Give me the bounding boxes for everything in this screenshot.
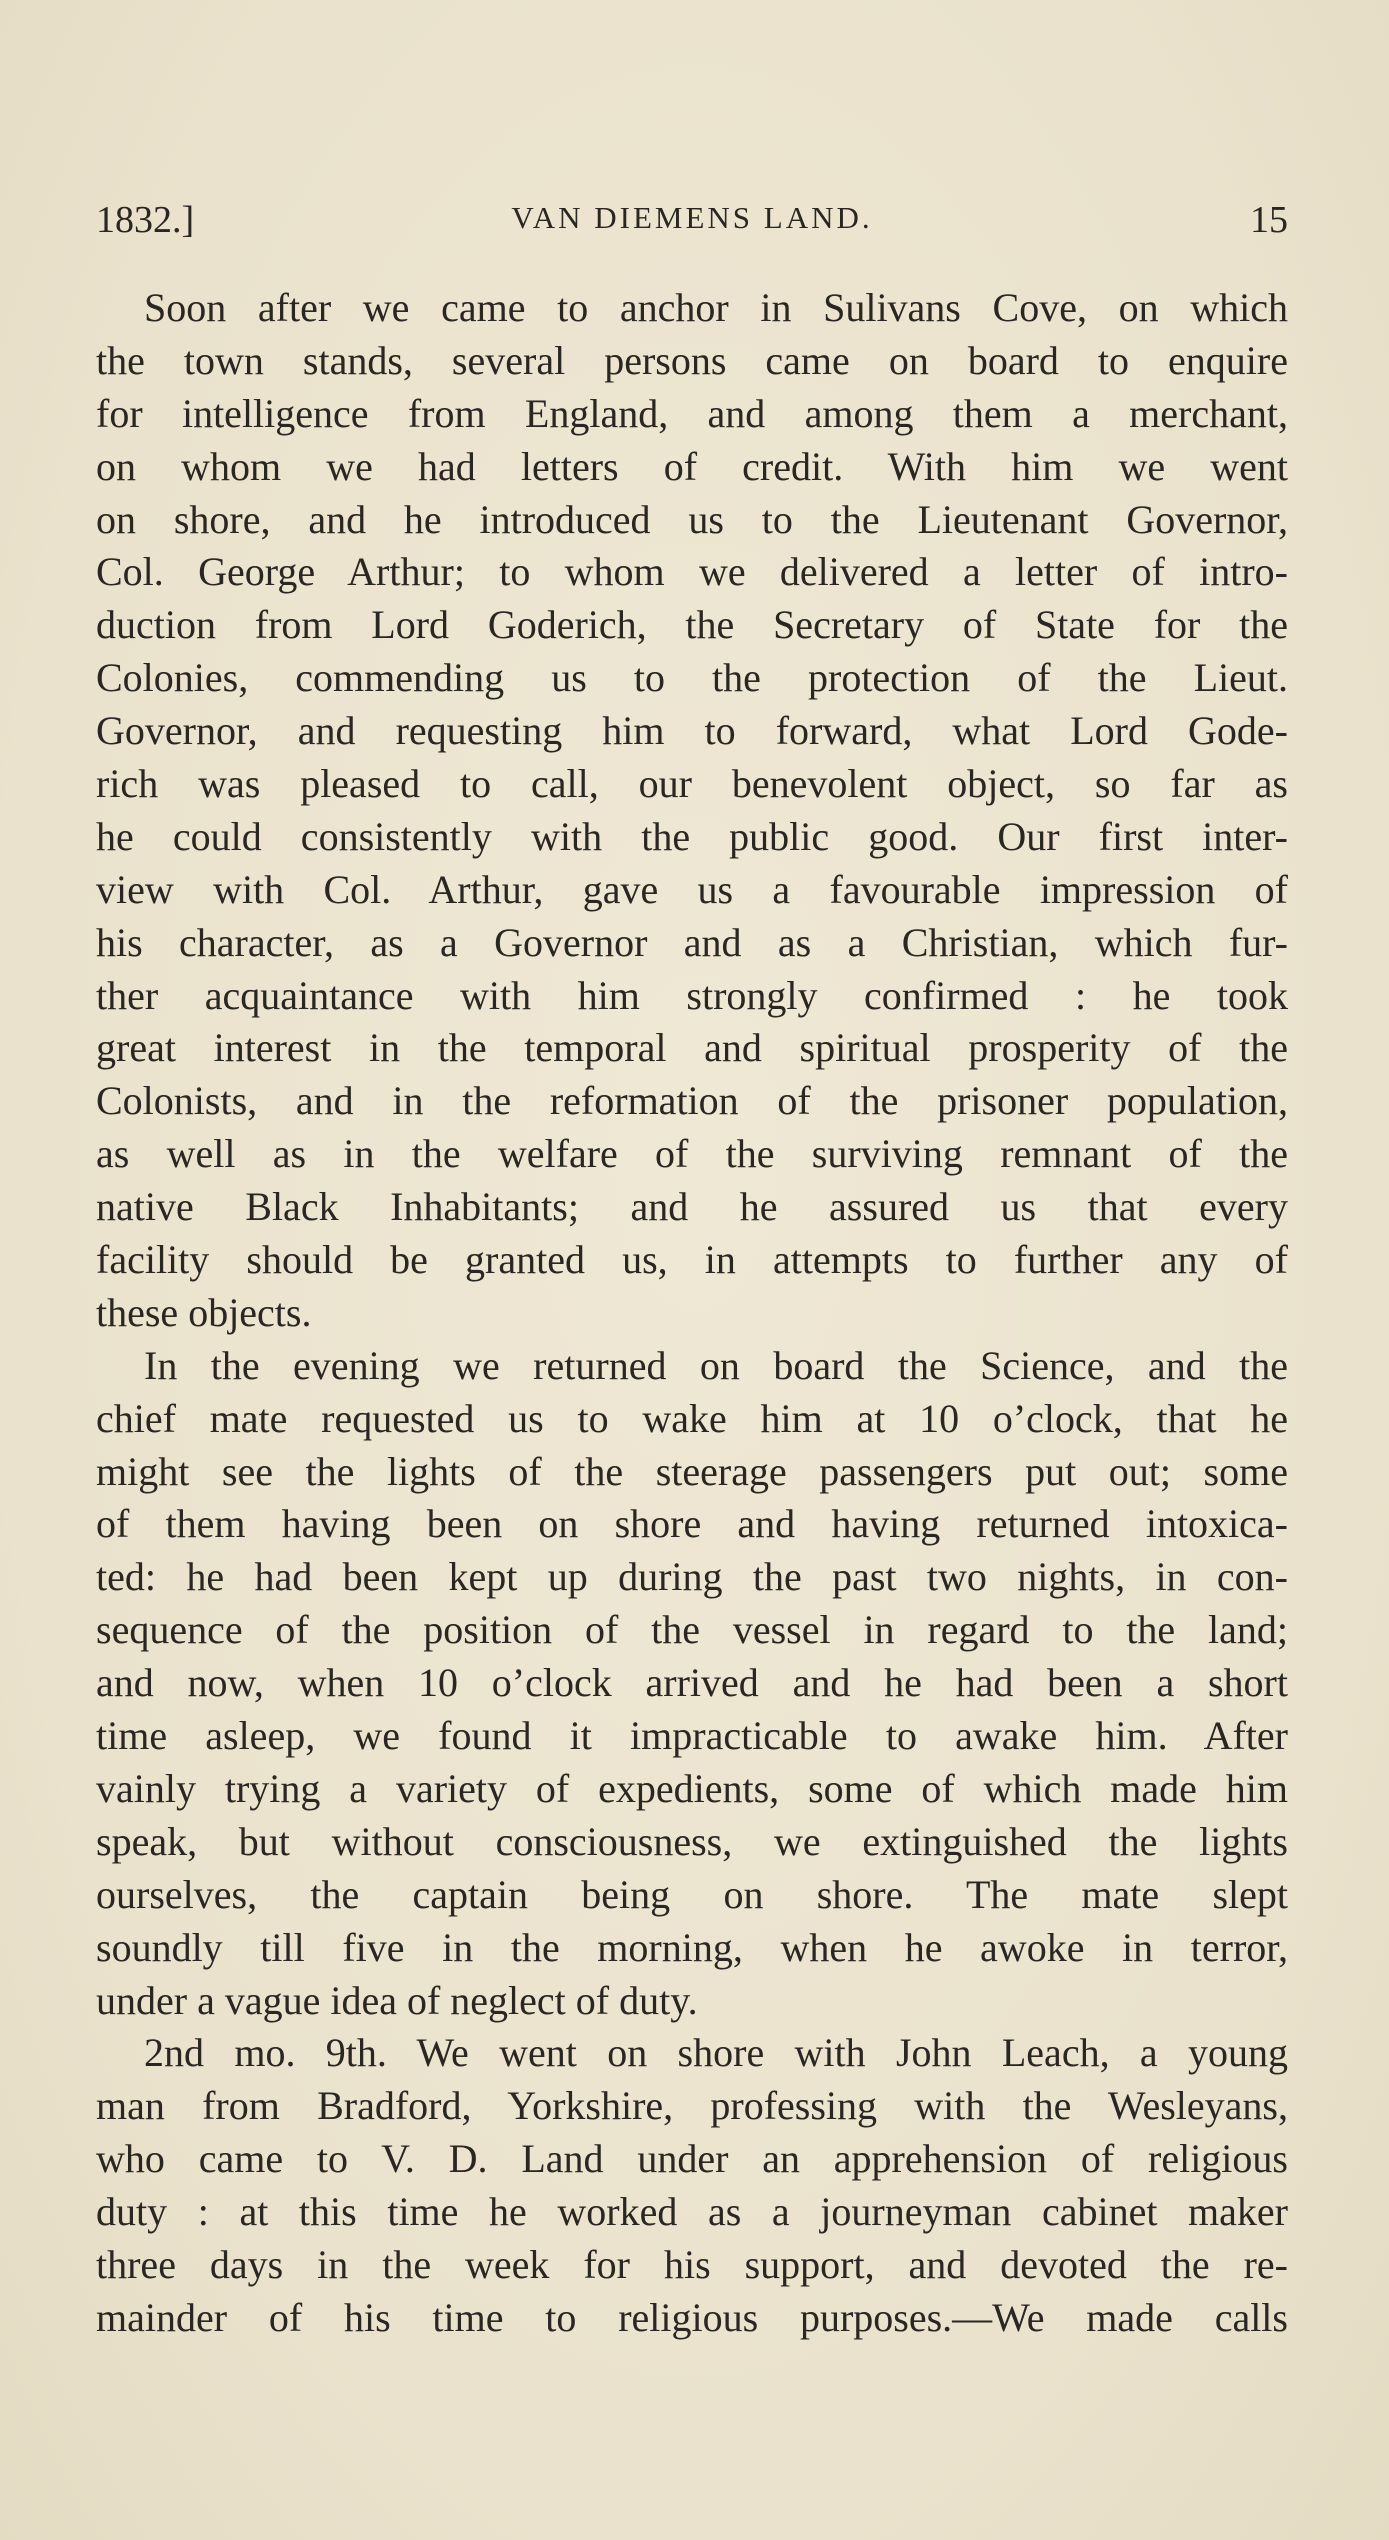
text-line: chief mate requested us to wake him at 10 o’clock, that he xyxy=(96,1395,1288,1441)
text-line: and now, when 10 o’clock arrived and he had been a short xyxy=(96,1660,1288,1706)
text-line: he could consistently with the public good. Our first inter- xyxy=(96,813,1288,859)
text-line: time asleep, we found it impracticable to awake him. After xyxy=(96,1713,1288,1759)
text-line: 2nd mo. 9th. We went on shore with John Leach, a young xyxy=(144,2030,1288,2076)
text-line: might see the lights of the steerage passengers put out; some xyxy=(96,1448,1288,1494)
text-line: Soon after we came to anchor in Sulivans Cove, on which xyxy=(144,285,1288,330)
text-line: ther acquaintance with him strongly confirmed : he took xyxy=(96,972,1288,1018)
text-line: his character, as a Governor and as a Christian, which fur- xyxy=(96,919,1288,965)
text-line: view with Col. Arthur, gave us a favourable impression of xyxy=(96,866,1288,912)
text-line: ourselves, the captain being on shore. The mate slept xyxy=(96,1871,1288,1917)
text-line: Colonies, commending us to the protection of the Lieut. xyxy=(96,655,1288,701)
text-line: Colonists, and in the reformation of the prisoner population, xyxy=(96,1078,1288,1124)
text-line: under a vague idea of neglect of duty. xyxy=(96,1977,698,2023)
text-line: the town stands, several persons came on board to enquire xyxy=(96,337,1288,383)
text-line: as well as in the welfare of the surviving remnant of the xyxy=(96,1131,1288,1177)
text-line: native Black Inhabitants; and he assured us that every xyxy=(96,1184,1288,1230)
text-line: vainly trying a variety of expedients, some of which made him xyxy=(96,1765,1288,1811)
text-line: sequence of the position of the vessel in regard to the land; xyxy=(96,1607,1288,1653)
text-line: mainder of his time to religious purposes.—We made calls xyxy=(96,2294,1288,2340)
running-header xyxy=(96,198,1288,258)
text-line: facility should be granted us, in attempts to further any of xyxy=(96,1237,1288,1283)
text-line: on shore, and he introduced us to the Lieutenant Governor, xyxy=(96,496,1288,542)
text-line: three days in the week for his support, and devoted the re- xyxy=(96,2241,1288,2287)
header-year: 1832.] xyxy=(96,199,195,241)
page-number: 15 xyxy=(1250,199,1288,241)
text-line: speak, but without consciousness, we extinguished the lights xyxy=(96,1818,1288,1864)
text-line: duction from Lord Goderich, the Secretary of State for the xyxy=(96,602,1288,648)
text-line: In the evening we returned on board the Science, and the xyxy=(144,1342,1288,1388)
text-line: duty : at this time he worked as a journeyman cabinet maker xyxy=(96,2189,1288,2235)
text-line: man from Bradford, Yorkshire, professing with the Wesleyans, xyxy=(96,2083,1288,2129)
text-line: on whom we had letters of credit. With him we went xyxy=(96,443,1288,489)
text-line: great interest in the temporal and spiritual prosperity of the xyxy=(96,1025,1288,1071)
text-line: for intelligence from England, and among them a merchant, xyxy=(96,390,1288,436)
text-line: Governor, and requesting him to forward, what Lord Gode- xyxy=(96,708,1288,754)
text-line: Col. George Arthur; to whom we delivered a letter of intro- xyxy=(96,549,1288,595)
text-line: rich was pleased to call, our benevolent object, so far as xyxy=(96,761,1288,807)
header-title: VAN DIEMENS LAND. xyxy=(511,200,873,235)
text-line: who came to V. D. Land under an apprehension of religious xyxy=(96,2136,1288,2182)
text-line: soundly till five in the morning, when he awoke in terror, xyxy=(96,1924,1288,1970)
text-line: ted: he had been kept up during the past two nights, in con- xyxy=(96,1554,1288,1600)
body-text xyxy=(96,282,1288,2345)
text-line: these objects. xyxy=(96,1289,312,1335)
text-line: of them having been on shore and having returned intoxica- xyxy=(96,1501,1288,1547)
